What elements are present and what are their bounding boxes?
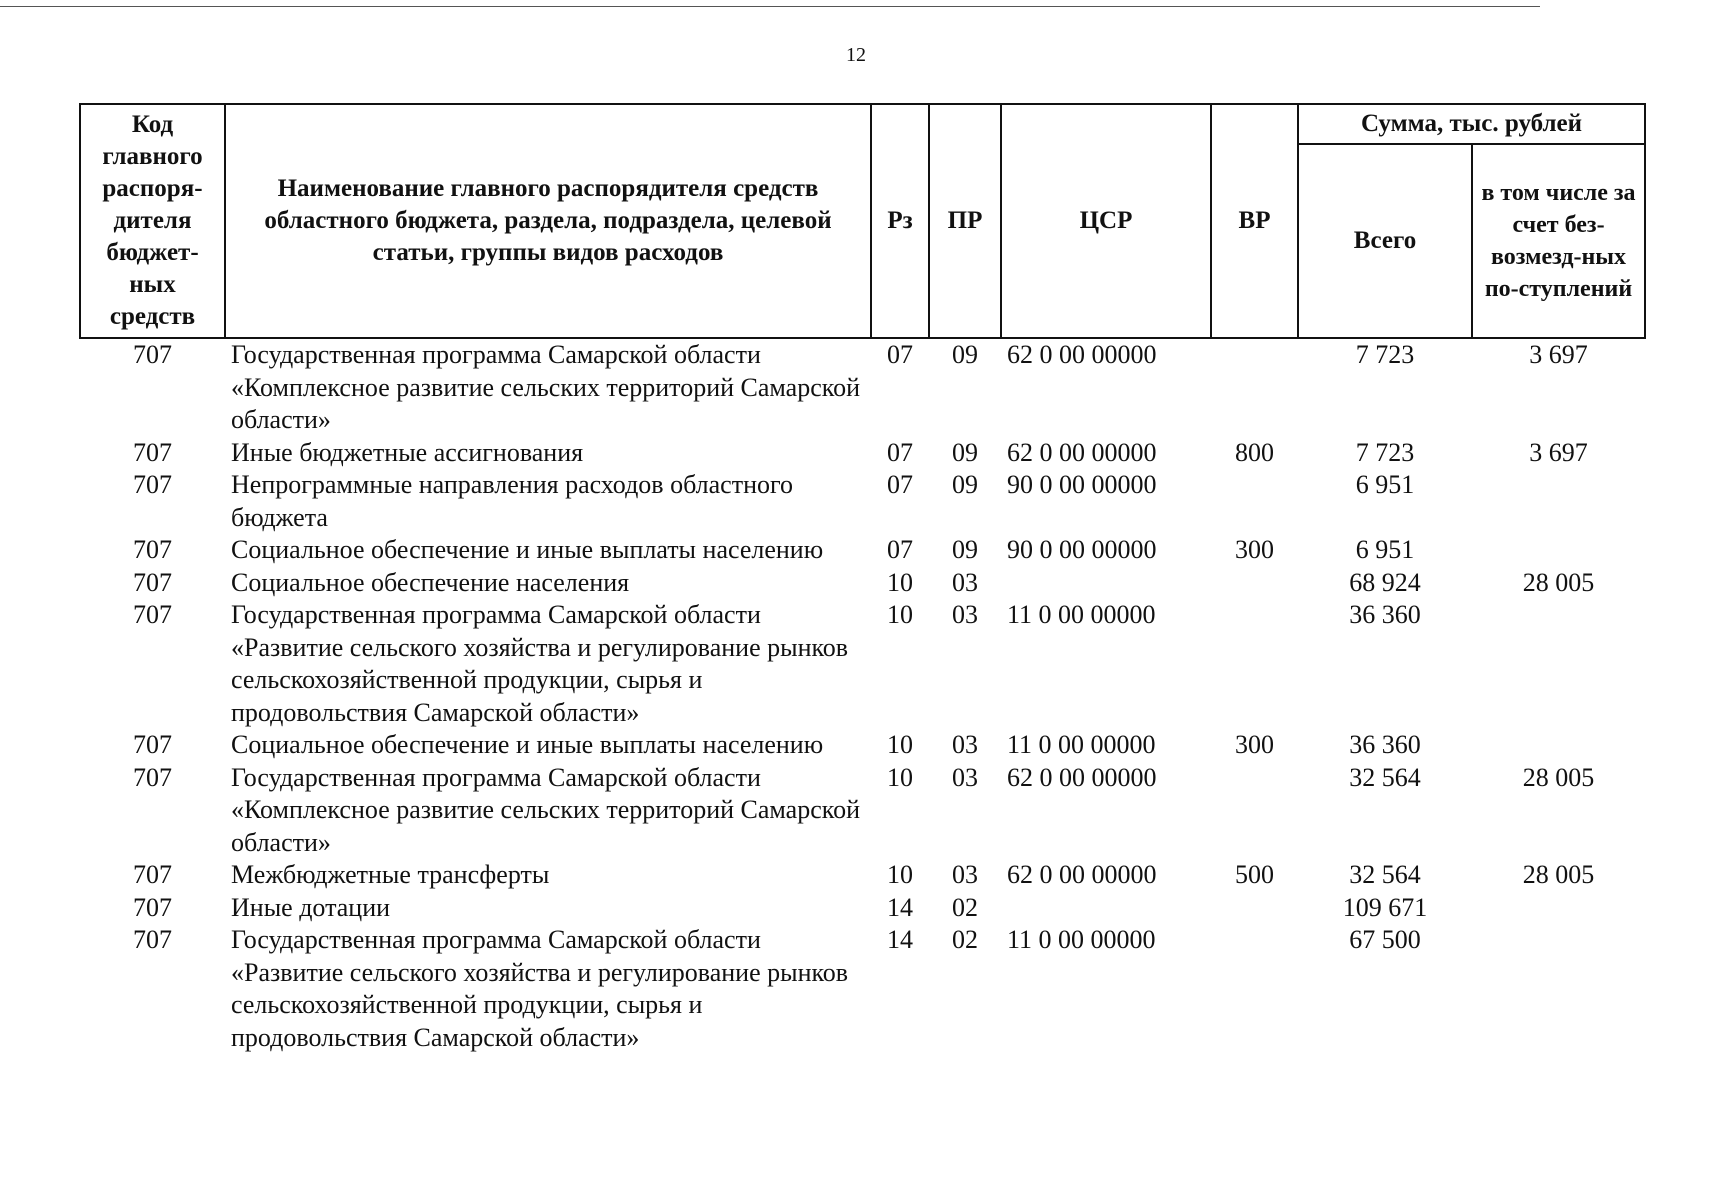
cell-grant <box>1472 924 1645 1054</box>
cell-total: 7 723 <box>1355 340 1415 369</box>
cell-vr <box>1211 567 1298 600</box>
cell-rz: 10 <box>887 567 913 597</box>
cell-code: 707 <box>133 340 172 369</box>
cell-csr <box>1001 567 1211 600</box>
cell-code: 707 <box>133 600 172 629</box>
cell-total: 109 671 <box>1342 892 1428 922</box>
cell-csr: 90 0 00 00000 <box>1007 535 1157 564</box>
cell-vr: 300 <box>1235 535 1274 564</box>
cell-total: 68 924 <box>1349 567 1421 597</box>
cell-total: 6 951 <box>1355 470 1415 499</box>
cell-code: 707 <box>133 567 172 597</box>
table-row <box>80 437 1645 470</box>
cell-csr: 90 0 00 00000 <box>1007 470 1157 499</box>
cell-pr: 03 <box>952 730 978 759</box>
cell-grant: 28 005 <box>1522 860 1595 889</box>
cell-csr: 62 0 00 00000 <box>1007 437 1157 467</box>
cell-pr: 02 <box>952 925 978 954</box>
cell-csr: 11 0 00 00000 <box>1007 600 1156 629</box>
cell-grant: 3 697 <box>1529 437 1588 467</box>
cell-rz: 10 <box>887 860 913 889</box>
cell-grant <box>1472 534 1645 567</box>
cell-vr <box>1211 599 1298 729</box>
table-row <box>80 729 1645 762</box>
top-rule <box>0 6 1540 7</box>
cell-grant: 28 005 <box>1522 567 1595 597</box>
cell-grant: 28 005 <box>1522 762 1595 792</box>
cell-code: 707 <box>133 925 172 954</box>
header-sum: Сумма, тыс. рублей <box>1298 104 1645 144</box>
cell-rz: 07 <box>887 535 913 564</box>
cell-pr: 09 <box>952 535 978 564</box>
cell-code: 707 <box>133 437 172 467</box>
table-header <box>80 104 1645 338</box>
cell-pr: 09 <box>952 340 978 369</box>
table-row <box>80 924 1645 1054</box>
table-body <box>80 338 1645 1054</box>
cell-rz: 14 <box>887 892 913 922</box>
budget-table <box>79 103 1646 1054</box>
cell-total: 7 723 <box>1355 437 1415 467</box>
cell-csr: 62 0 00 00000 <box>1007 860 1157 889</box>
cell-name: Межбюджетные трансферты <box>231 860 550 889</box>
cell-name: Социальное обеспечение и иные выплаты населению <box>231 535 824 564</box>
cell-total: 36 360 <box>1349 600 1421 629</box>
cell-grant <box>1472 892 1645 925</box>
header-rz: Рз <box>871 104 929 338</box>
cell-vr <box>1211 762 1298 860</box>
cell-total: 32 564 <box>1349 762 1421 792</box>
cell-name: Социальное обеспечение и иные выплаты населению <box>231 730 824 759</box>
cell-code: 707 <box>133 730 172 759</box>
cell-rz: 07 <box>887 470 913 499</box>
table-row <box>80 762 1645 860</box>
cell-rz: 10 <box>887 600 913 629</box>
header-pr: ПР <box>929 104 1001 338</box>
cell-vr <box>1211 338 1298 437</box>
header-total: Всего <box>1298 144 1472 338</box>
cell-pr: 09 <box>952 437 978 467</box>
cell-vr: 500 <box>1235 860 1274 889</box>
cell-vr <box>1211 892 1298 925</box>
cell-pr: 03 <box>952 567 978 597</box>
header-vr: ВР <box>1211 104 1298 338</box>
cell-name: Государственная программа Самарской области «Развитие сельского хозяйства и регулирование рынков сельскохозяйственной продукции, сырья и продовольствия Самарской области» <box>231 600 849 727</box>
table-row <box>80 859 1645 892</box>
cell-csr: 62 0 00 00000 <box>1007 340 1157 369</box>
cell-name: Государственная программа Самарской области «Комплексное развитие сельских территорий Самарской области» <box>231 340 860 434</box>
cell-code: 707 <box>133 860 172 889</box>
table-row <box>80 567 1645 600</box>
table-row <box>80 599 1645 729</box>
cell-name: Государственная программа Самарской области «Комплексное развитие сельских территорий Самарской области» <box>231 762 860 857</box>
cell-pr: 09 <box>952 470 978 499</box>
cell-total: 6 951 <box>1355 535 1415 564</box>
cell-rz: 10 <box>887 762 913 792</box>
cell-total: 32 564 <box>1349 860 1421 889</box>
cell-pr: 03 <box>952 762 978 792</box>
cell-name: Непрограммные направления расходов областного бюджета <box>231 470 793 532</box>
cell-rz: 10 <box>887 730 913 759</box>
cell-vr <box>1211 924 1298 1054</box>
cell-rz: 07 <box>887 437 913 467</box>
cell-total: 36 360 <box>1349 730 1421 759</box>
cell-code: 707 <box>133 470 172 499</box>
cell-vr: 800 <box>1235 437 1274 467</box>
header-name: Наименование главного распорядителя средств областного бюджета, раздела, подраздела, целевой статьи, группы видов расходов <box>225 104 871 338</box>
cell-vr <box>1211 469 1298 534</box>
cell-name: Иные бюджетные ассигнования <box>231 437 584 467</box>
cell-grant <box>1472 599 1645 729</box>
cell-pr: 02 <box>952 892 978 922</box>
cell-total: 67 500 <box>1349 925 1421 954</box>
header-code: Код главного распоря-дителя бюджет-ных средств <box>80 104 225 338</box>
cell-grant <box>1472 469 1645 534</box>
cell-rz: 07 <box>887 340 913 369</box>
cell-grant <box>1472 729 1645 762</box>
table-row <box>80 469 1645 534</box>
table-row <box>80 338 1645 437</box>
cell-code: 707 <box>133 535 172 564</box>
table-row <box>80 892 1645 925</box>
cell-vr: 300 <box>1235 730 1274 759</box>
cell-name: Социальное обеспечение населения <box>231 567 630 597</box>
cell-name: Государственная программа Самарской области «Развитие сельского хозяйства и регулирование рынков сельскохозяйственной продукции, сырья и продовольствия Самарской области» <box>231 925 849 1052</box>
header-csr: ЦСР <box>1001 104 1211 338</box>
table-row <box>80 534 1645 567</box>
cell-code: 707 <box>133 892 172 922</box>
cell-csr: 62 0 00 00000 <box>1007 762 1157 792</box>
header-grant: в том числе за счет без-возмезд-ных по-ступлений <box>1472 144 1645 338</box>
cell-code: 707 <box>133 762 172 792</box>
cell-grant: 3 697 <box>1529 340 1588 369</box>
cell-name: Иные дотации <box>231 892 391 922</box>
cell-csr: 11 0 00 00000 <box>1007 925 1156 954</box>
page-number: 12 <box>846 44 866 66</box>
cell-pr: 03 <box>952 600 978 629</box>
cell-csr: 11 0 00 00000 <box>1007 730 1156 759</box>
cell-csr <box>1001 892 1211 925</box>
cell-rz: 14 <box>887 925 913 954</box>
cell-pr: 03 <box>952 860 978 889</box>
